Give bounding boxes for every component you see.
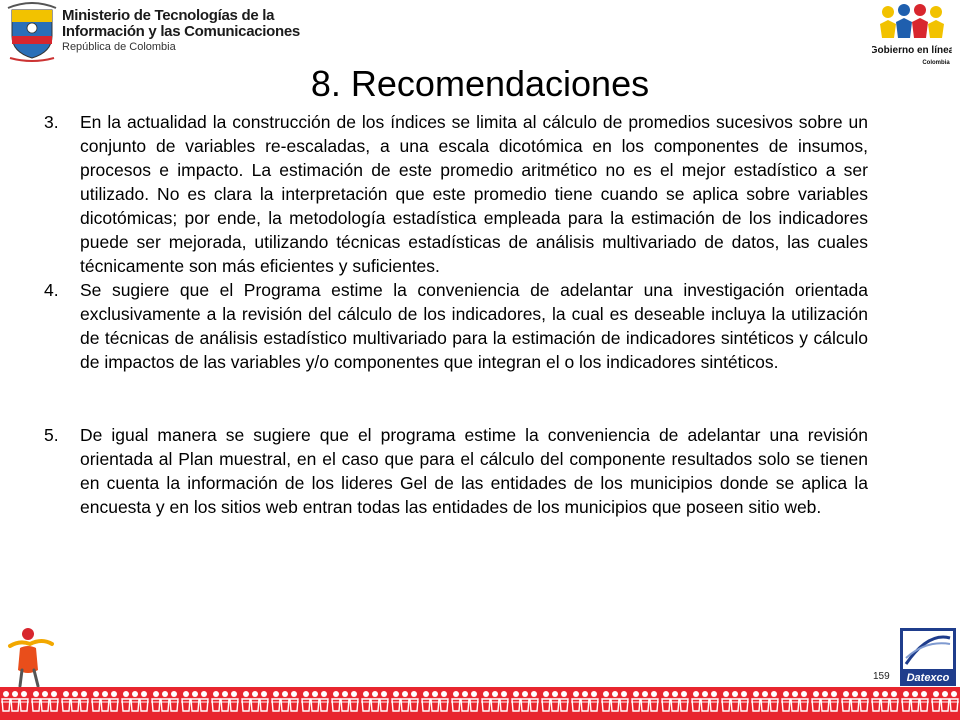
recommendations-list — [44, 110, 868, 519]
recommendation-number: 5. — [44, 425, 64, 445]
ministry-seal-icon — [6, 2, 58, 66]
gobierno-en-linea-logo-icon — [872, 2, 952, 68]
gel-logo-text: Gobierno en línea — [872, 45, 952, 56]
page-title: 8. Recomendaciones — [310, 63, 650, 104]
recommendation-text: Se sugiere que el Programa estime la conveniencia de adelantar una investigación orientada exclusivamente a la revisión del cálculo de los indicadores, la cual es deseable incluya la utilización de técnicas de análisis estadístico multivariado para la estimación de indicadores sintéticos y cálculo de impactos de las variables y/o componentes que integran el o los indicadores sintéticos. — [80, 280, 868, 372]
recommendation-text: De igual manera se sugiere que el programa estime la conveniencia de adelantar una revisión orientada al Plan muestral, en el caso que para el cálculo del componente resultados solo se tienen en cuenta la información de los lideres Gel de las entidades de los municipios donde se aplica la encuesta y en los sitios web entran todas las entidades de los municipios que poseen sitio web. — [80, 425, 868, 517]
datexco-logo-icon — [900, 628, 956, 686]
datexco-logo-text: Datexco — [906, 672, 950, 684]
ministry-header-text — [62, 8, 300, 54]
recommendation-number: 4. — [44, 280, 64, 300]
ministry-name-line1: Ministerio de Tecnologías de la — [62, 7, 275, 24]
recommendation-item-3 — [44, 110, 868, 278]
recommendation-item-4 — [44, 278, 868, 374]
gel-logo-subtext: Colombia — [922, 60, 950, 66]
page-number: 159 — [873, 671, 890, 682]
footer-people-pattern-icon — [0, 687, 960, 720]
recommendation-item-5 — [44, 423, 868, 519]
ministry-name-line2: Información y las Comunicaciones — [62, 23, 300, 40]
recommendation-number: 3. — [44, 112, 59, 132]
person-figure-icon — [6, 626, 56, 688]
ministry-country: República de Colombia — [62, 41, 176, 53]
recommendation-text: En la actualidad la construcción de los índices se limita al cálculo de promedios sucesivos sobre un conjunto de variables re-escaladas, a una escala dicotómica en los componentes de insumos, procesos e impacto. La estimación de este promedio aritmético no es el mejor estadístico a ser utilizado. No es clara la interpretación que este promedio tiene cuando se aplica sobre variables dicotómicas; por ende, la metodología estadística empleada para la estimación de los indicadores puede ser mejorada, utilizando técnicas estadísticas de análisis multivariado de datos, las cuales técnicamente son más eficientes y suficientes. — [80, 112, 868, 276]
